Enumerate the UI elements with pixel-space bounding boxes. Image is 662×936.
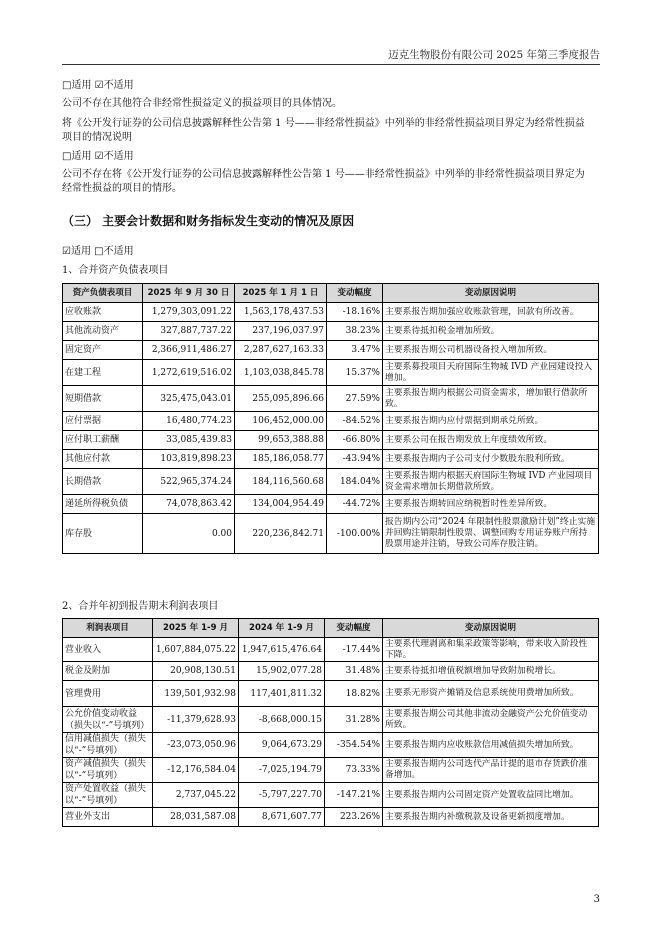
row-change: 184.04% bbox=[327, 469, 383, 495]
row-value-current: 2,366,911,486.27 bbox=[143, 341, 235, 360]
row-value-current: 20,908,130.51 bbox=[153, 662, 239, 681]
header-item: 利润表项目 bbox=[63, 619, 153, 638]
balance-sheet-table bbox=[62, 283, 599, 554]
row-change: -17.44% bbox=[325, 638, 383, 662]
applicability-options-2: □适用 ☑不适用 bbox=[62, 151, 134, 162]
header-period-end: 2025 年 9 月 30 日 bbox=[143, 284, 235, 303]
table-row bbox=[63, 450, 599, 469]
row-value-current: 2,737,045.22 bbox=[153, 783, 239, 808]
applicability-options-3: ☑适用 □不适用 bbox=[62, 246, 134, 257]
row-value-prior: 106,452,000.00 bbox=[235, 412, 327, 431]
row-reason: 主要系报告期内根据天府国际生物城 IVD 产业园项目资金需求增加长期借款所致。 bbox=[383, 469, 599, 495]
reclassification-heading-line2: 项目的情况说明 bbox=[62, 132, 132, 143]
row-value-prior: 15,902,077.28 bbox=[239, 662, 325, 681]
row-item: 递延所得税负债 bbox=[63, 495, 143, 514]
table-row bbox=[63, 681, 599, 707]
row-reason: 报告期内公司“2024 年限制性股票激励计划”终止实施并回购注销限制性股票、调整回购专用证券账户所持股票用途并注销，导致公司库存股注销。 bbox=[383, 514, 599, 554]
row-change: 18.82% bbox=[325, 681, 383, 707]
row-value-current: 139,501,932.98 bbox=[153, 681, 239, 707]
row-reason: 主要系无形资产摊销及信息系统使用费增加所致。 bbox=[383, 681, 599, 707]
balance-sheet-caption: 1、合并资产负债表项目 bbox=[62, 265, 169, 276]
row-value-current: 0.00 bbox=[143, 514, 235, 554]
table-row bbox=[63, 758, 599, 783]
row-change: 31.28% bbox=[325, 707, 383, 733]
row-reason: 主要系募投项目天府国际生物城 IVD 产业园建设投入增加。 bbox=[383, 360, 599, 386]
row-change: -147.21% bbox=[325, 783, 383, 808]
row-item: 应收账款 bbox=[63, 303, 143, 322]
row-item: 营业收入 bbox=[63, 638, 153, 662]
row-change: -100.00% bbox=[327, 514, 383, 554]
row-reason: 主要系报告期内子公司支付少数股东股利所致。 bbox=[383, 450, 599, 469]
row-change: -44.72% bbox=[327, 495, 383, 514]
table-row bbox=[63, 495, 599, 514]
row-value-prior: 237,196,037.97 bbox=[235, 322, 327, 341]
row-reason: 主要系报告期内根据公司资金需求，增加银行借款所致。 bbox=[383, 386, 599, 412]
row-item: 资产减值损失（损失以“-”号填列） bbox=[63, 758, 153, 783]
row-value-prior: 117,401,811.32 bbox=[239, 681, 325, 707]
row-change: -84.52% bbox=[327, 412, 383, 431]
table-row bbox=[63, 386, 599, 412]
row-value-prior: 1,103,038,845.78 bbox=[235, 360, 327, 386]
table-row bbox=[63, 469, 599, 495]
row-item: 资产处置收益（损失以“-”号填列） bbox=[63, 783, 153, 808]
row-value-current: 28,031,587.08 bbox=[153, 808, 239, 827]
header-current-period: 2025 年 1-9 月 bbox=[153, 619, 239, 638]
header-prior-period: 2024 年 1-9 月 bbox=[239, 619, 325, 638]
row-value-current: 74,078,863.42 bbox=[143, 495, 235, 514]
row-value-prior: 9,064,673.29 bbox=[239, 733, 325, 758]
row-item: 税金及附加 bbox=[63, 662, 153, 681]
row-item: 在建工程 bbox=[63, 360, 143, 386]
row-reason: 主要系报告期公司其他非流动金融资产公允价值变动所致。 bbox=[383, 707, 599, 733]
header-period-start: 2025 年 1 月 1 日 bbox=[235, 284, 327, 303]
row-value-current: -12,176,584.04 bbox=[153, 758, 239, 783]
row-value-current: 103,819,898.23 bbox=[143, 450, 235, 469]
row-reason: 主要系报告期内补缴税款及设备更新损度增加。 bbox=[383, 808, 599, 827]
income-statement-caption: 2、合并年初到报告期末利润表项目 bbox=[62, 601, 219, 612]
row-value-prior: -7,025,194.79 bbox=[239, 758, 325, 783]
row-value-current: -23,073,050.96 bbox=[153, 733, 239, 758]
row-item: 应付职工薪酬 bbox=[63, 431, 143, 450]
section-title: （三） 主要会计数据和财务指标发生变动的情况及原因 bbox=[62, 214, 355, 228]
row-item: 长期借款 bbox=[63, 469, 143, 495]
row-change: 3.47% bbox=[327, 341, 383, 360]
row-change: -66.80% bbox=[327, 431, 383, 450]
row-reason: 主要系代理剥离和集采政策等影响，带来收入阶段性下降。 bbox=[383, 638, 599, 662]
row-reason: 主要系报告期公司机器设备投入增加所致。 bbox=[383, 341, 599, 360]
row-value-current: 33,085,439.83 bbox=[143, 431, 235, 450]
row-reason: 主要系报告期内公司固定资产处置收益同比增加。 bbox=[383, 783, 599, 808]
table-row bbox=[63, 783, 599, 808]
row-item: 其他应付款 bbox=[63, 450, 143, 469]
row-reason: 主要系报告期内应付票据到期承兑所致。 bbox=[383, 412, 599, 431]
row-reason: 主要系报告期加强应收账款管理，回款有所改善。 bbox=[383, 303, 599, 322]
table-row bbox=[63, 514, 599, 554]
row-value-current: 1,607,884,075.22 bbox=[153, 638, 239, 662]
table-row bbox=[63, 303, 599, 322]
row-value-prior: -5,797,227.70 bbox=[239, 783, 325, 808]
row-value-prior: 2,287,627,163.33 bbox=[235, 341, 327, 360]
row-change: -18.16% bbox=[327, 303, 383, 322]
table-header-row bbox=[63, 284, 599, 303]
header-reason: 变动原因说明 bbox=[383, 619, 599, 638]
statement-other-nonrecurring: 公司不存在其他符合非经常性损益定义的损益项目的具体情况。 bbox=[62, 98, 342, 109]
row-item: 公允价值变动收益（损失以“-”号填列） bbox=[63, 707, 153, 733]
row-value-current: 325,475,043.01 bbox=[143, 386, 235, 412]
header-reason: 变动原因说明 bbox=[383, 284, 599, 303]
page-header-title: 迈克生物股份有限公司 2025 年第三季度报告 bbox=[388, 49, 600, 61]
row-value-prior: 220,236,842.71 bbox=[235, 514, 327, 554]
row-value-prior: 134,004,954.49 bbox=[235, 495, 327, 514]
table-header-row bbox=[63, 619, 599, 638]
row-item: 库存股 bbox=[63, 514, 143, 554]
row-value-current: 1,279,303,091.22 bbox=[143, 303, 235, 322]
row-reason: 主要系待抵扣税金增加所致。 bbox=[383, 322, 599, 341]
table-row bbox=[63, 431, 599, 450]
row-change: 15.37% bbox=[327, 360, 383, 386]
table-row bbox=[63, 638, 599, 662]
reclassification-heading-line1: 将《公开发行证券的公司信息披露解释性公告第 1 号——非经常性损益》中列举的非经常性损益项目界定为经常性损益 bbox=[62, 118, 585, 129]
table-row bbox=[63, 360, 599, 386]
row-change: -354.54% bbox=[325, 733, 383, 758]
row-value-prior: 1,947,615,476.64 bbox=[239, 638, 325, 662]
table-row bbox=[63, 808, 599, 827]
row-item: 信用减值损失（损失以“-”号填列） bbox=[63, 733, 153, 758]
header-divider bbox=[62, 64, 600, 65]
row-reason: 主要系报告期内应收账款信用减值损失增加所致。 bbox=[383, 733, 599, 758]
row-item: 应付票据 bbox=[63, 412, 143, 431]
row-change: 73.33% bbox=[325, 758, 383, 783]
page-number: 3 bbox=[593, 894, 600, 905]
table-row bbox=[63, 662, 599, 681]
row-value-prior: 255,095,896.66 bbox=[235, 386, 327, 412]
row-value-prior: 184,116,560.68 bbox=[235, 469, 327, 495]
header-change: 变动幅度 bbox=[325, 619, 383, 638]
row-reason: 主要系报告期转回应纳税暂时性差异所致。 bbox=[383, 495, 599, 514]
row-value-current: 16,480,774.23 bbox=[143, 412, 235, 431]
row-item: 短期借款 bbox=[63, 386, 143, 412]
applicability-options-1: □适用 ☑不适用 bbox=[62, 80, 134, 91]
row-value-current: -11,379,628.93 bbox=[153, 707, 239, 733]
row-item: 固定资产 bbox=[63, 341, 143, 360]
row-change: 38.23% bbox=[327, 322, 383, 341]
row-change: 31.48% bbox=[325, 662, 383, 681]
table-row bbox=[63, 707, 599, 733]
row-item: 营业外支出 bbox=[63, 808, 153, 827]
row-reason: 主要系待抵扣增值税额增加导致附加税增长。 bbox=[383, 662, 599, 681]
row-value-prior: 1,563,178,437.53 bbox=[235, 303, 327, 322]
row-value-current: 327,887,737.22 bbox=[143, 322, 235, 341]
table-row bbox=[63, 412, 599, 431]
row-value-prior: -8,668,000.15 bbox=[239, 707, 325, 733]
row-value-prior: 185,186,058.77 bbox=[235, 450, 327, 469]
row-value-prior: 99,653,388.88 bbox=[235, 431, 327, 450]
row-reason: 主要系公司在报告期发放上年度绩效所致。 bbox=[383, 431, 599, 450]
row-change: -43.94% bbox=[327, 450, 383, 469]
table-row bbox=[63, 322, 599, 341]
row-value-current: 1,272,619,516.02 bbox=[143, 360, 235, 386]
reclassification-statement-line1: 公司不存在将《公开发行证券的公司信息披露解释性公告第 1 号——非经常性损益》中列举的非经常性损益项目界定为 bbox=[62, 169, 585, 180]
row-change: 223.26% bbox=[325, 808, 383, 827]
income-statement-table bbox=[62, 618, 599, 827]
row-value-prior: 8,671,607.77 bbox=[239, 808, 325, 827]
header-item: 资产负债表项目 bbox=[63, 284, 143, 303]
header-change: 变动幅度 bbox=[327, 284, 383, 303]
reclassification-statement-line2: 经常性损益的项目的情形。 bbox=[62, 183, 182, 194]
row-value-current: 522,965,374.24 bbox=[143, 469, 235, 495]
row-item: 其他流动资产 bbox=[63, 322, 143, 341]
table-row bbox=[63, 733, 599, 758]
row-item: 管理费用 bbox=[63, 681, 153, 707]
table-row bbox=[63, 341, 599, 360]
row-change: 27.59% bbox=[327, 386, 383, 412]
row-reason: 主要系报告期内公司迭代产品计提的退市存货跌价准备增加。 bbox=[383, 758, 599, 783]
